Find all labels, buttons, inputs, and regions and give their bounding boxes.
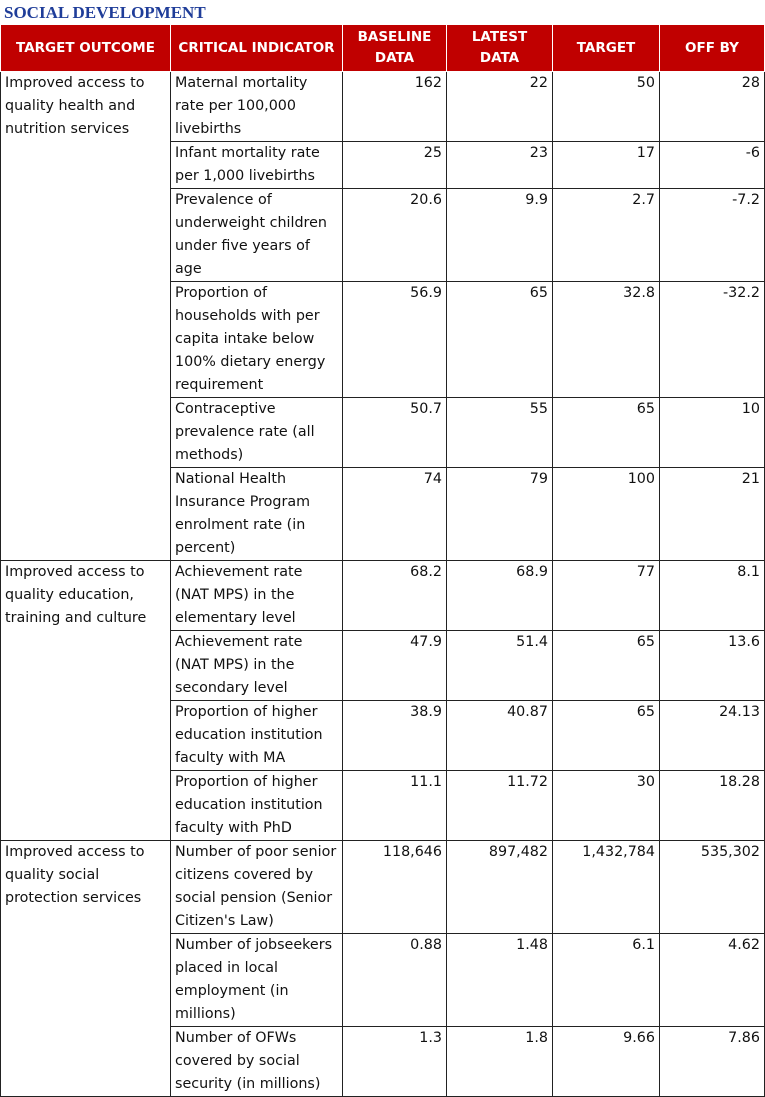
latest-data-cell: 1.48 — [447, 934, 553, 1027]
header-critical-indicator: CRITICAL INDICATOR — [171, 25, 343, 72]
latest-data-cell: 51.4 — [447, 631, 553, 701]
target-cell: 65 — [553, 631, 660, 701]
critical-indicator-cell: Number of poor senior citizens covered by social pension (Senior Citizen's Law) — [171, 841, 343, 934]
target-cell: 32.8 — [553, 282, 660, 398]
critical-indicator-cell: Proportion of higher education institution faculty with MA — [171, 701, 343, 771]
off-by-cell: 8.1 — [660, 561, 765, 631]
latest-data-cell: 68.9 — [447, 561, 553, 631]
latest-data-cell: 55 — [447, 398, 553, 468]
target-cell: 100 — [553, 468, 660, 561]
latest-data-cell: 22 — [447, 72, 553, 142]
baseline-cell: 38.9 — [343, 701, 447, 771]
off-by-cell: 28 — [660, 72, 765, 142]
off-by-cell: 18.28 — [660, 771, 765, 841]
off-by-cell: 24.13 — [660, 701, 765, 771]
target-cell: 30 — [553, 771, 660, 841]
off-by-cell: 535,302 — [660, 841, 765, 934]
off-by-cell: -32.2 — [660, 282, 765, 398]
target-cell: 1,432,784 — [553, 841, 660, 934]
header-baseline-data — [343, 25, 447, 72]
target-cell: 65 — [553, 701, 660, 771]
table-row — [1, 561, 765, 631]
table-row — [1, 72, 765, 142]
header-off-by: OFF BY — [660, 25, 765, 72]
baseline-cell: 50.7 — [343, 398, 447, 468]
target-outcome-cell: Improved access to quality health and nutrition services — [1, 72, 171, 561]
critical-indicator-cell: Infant mortality rate per 1,000 livebirths — [171, 142, 343, 189]
latest-data-cell: 897,482 — [447, 841, 553, 934]
latest-data-cell: 65 — [447, 282, 553, 398]
off-by-cell: -6 — [660, 142, 765, 189]
table-body — [1, 72, 765, 1097]
critical-indicator-cell: Maternal mortality rate per 100,000 livebirths — [171, 72, 343, 142]
off-by-cell: -7.2 — [660, 189, 765, 282]
header-baseline-line1: BASELINE — [357, 29, 432, 45]
critical-indicator-cell: Achievement rate (NAT MPS) in the secondary level — [171, 631, 343, 701]
header-latest-data: LATEST DATA — [447, 25, 553, 72]
table-row — [1, 841, 765, 934]
latest-data-cell: 23 — [447, 142, 553, 189]
target-cell: 17 — [553, 142, 660, 189]
off-by-cell: 13.6 — [660, 631, 765, 701]
latest-data-cell: 9.9 — [447, 189, 553, 282]
baseline-cell: 47.9 — [343, 631, 447, 701]
baseline-cell: 25 — [343, 142, 447, 189]
target-cell: 6.1 — [553, 934, 660, 1027]
baseline-cell: 74 — [343, 468, 447, 561]
off-by-cell: 21 — [660, 468, 765, 561]
target-cell: 77 — [553, 561, 660, 631]
latest-data-cell: 40.87 — [447, 701, 553, 771]
baseline-cell: 118,646 — [343, 841, 447, 934]
off-by-cell: 10 — [660, 398, 765, 468]
critical-indicator-cell: National Health Insurance Program enrolment rate (in percent) — [171, 468, 343, 561]
header-baseline-line2: DATA — [374, 50, 415, 66]
latest-data-cell: 79 — [447, 468, 553, 561]
target-cell: 65 — [553, 398, 660, 468]
page-title: SOCIAL DEVELOPMENT — [4, 3, 206, 22]
latest-data-cell: 11.72 — [447, 771, 553, 841]
target-cell: 2.7 — [553, 189, 660, 282]
critical-indicator-cell: Achievement rate (NAT MPS) in the elementary level — [171, 561, 343, 631]
off-by-cell: 7.86 — [660, 1027, 765, 1097]
critical-indicator-cell: Contraceptive prevalence rate (all methods) — [171, 398, 343, 468]
header-target: TARGET — [553, 25, 660, 72]
baseline-cell: 162 — [343, 72, 447, 142]
header-row — [1, 25, 765, 72]
baseline-cell: 68.2 — [343, 561, 447, 631]
critical-indicator-cell: Number of jobseekers placed in local employment (in millions) — [171, 934, 343, 1027]
latest-data-cell: 1.8 — [447, 1027, 553, 1097]
indicator-table — [0, 24, 765, 1097]
critical-indicator-cell: Prevalence of underweight children under five years of age — [171, 189, 343, 282]
target-outcome-cell: Improved access to quality education, training and culture — [1, 561, 171, 841]
baseline-cell: 11.1 — [343, 771, 447, 841]
target-cell: 50 — [553, 72, 660, 142]
baseline-cell: 56.9 — [343, 282, 447, 398]
off-by-cell: 4.62 — [660, 934, 765, 1027]
critical-indicator-cell: Number of OFWs covered by social security (in millions) — [171, 1027, 343, 1097]
baseline-cell: 1.3 — [343, 1027, 447, 1097]
critical-indicator-cell: Proportion of households with per capita intake below 100% dietary energy requirement — [171, 282, 343, 398]
critical-indicator-cell: Proportion of higher education institution faculty with PhD — [171, 771, 343, 841]
target-cell: 9.66 — [553, 1027, 660, 1097]
target-outcome-cell: Improved access to quality social protection services — [1, 841, 171, 1097]
header-target-outcome: TARGET OUTCOME — [1, 25, 171, 72]
baseline-cell: 20.6 — [343, 189, 447, 282]
baseline-cell: 0.88 — [343, 934, 447, 1027]
